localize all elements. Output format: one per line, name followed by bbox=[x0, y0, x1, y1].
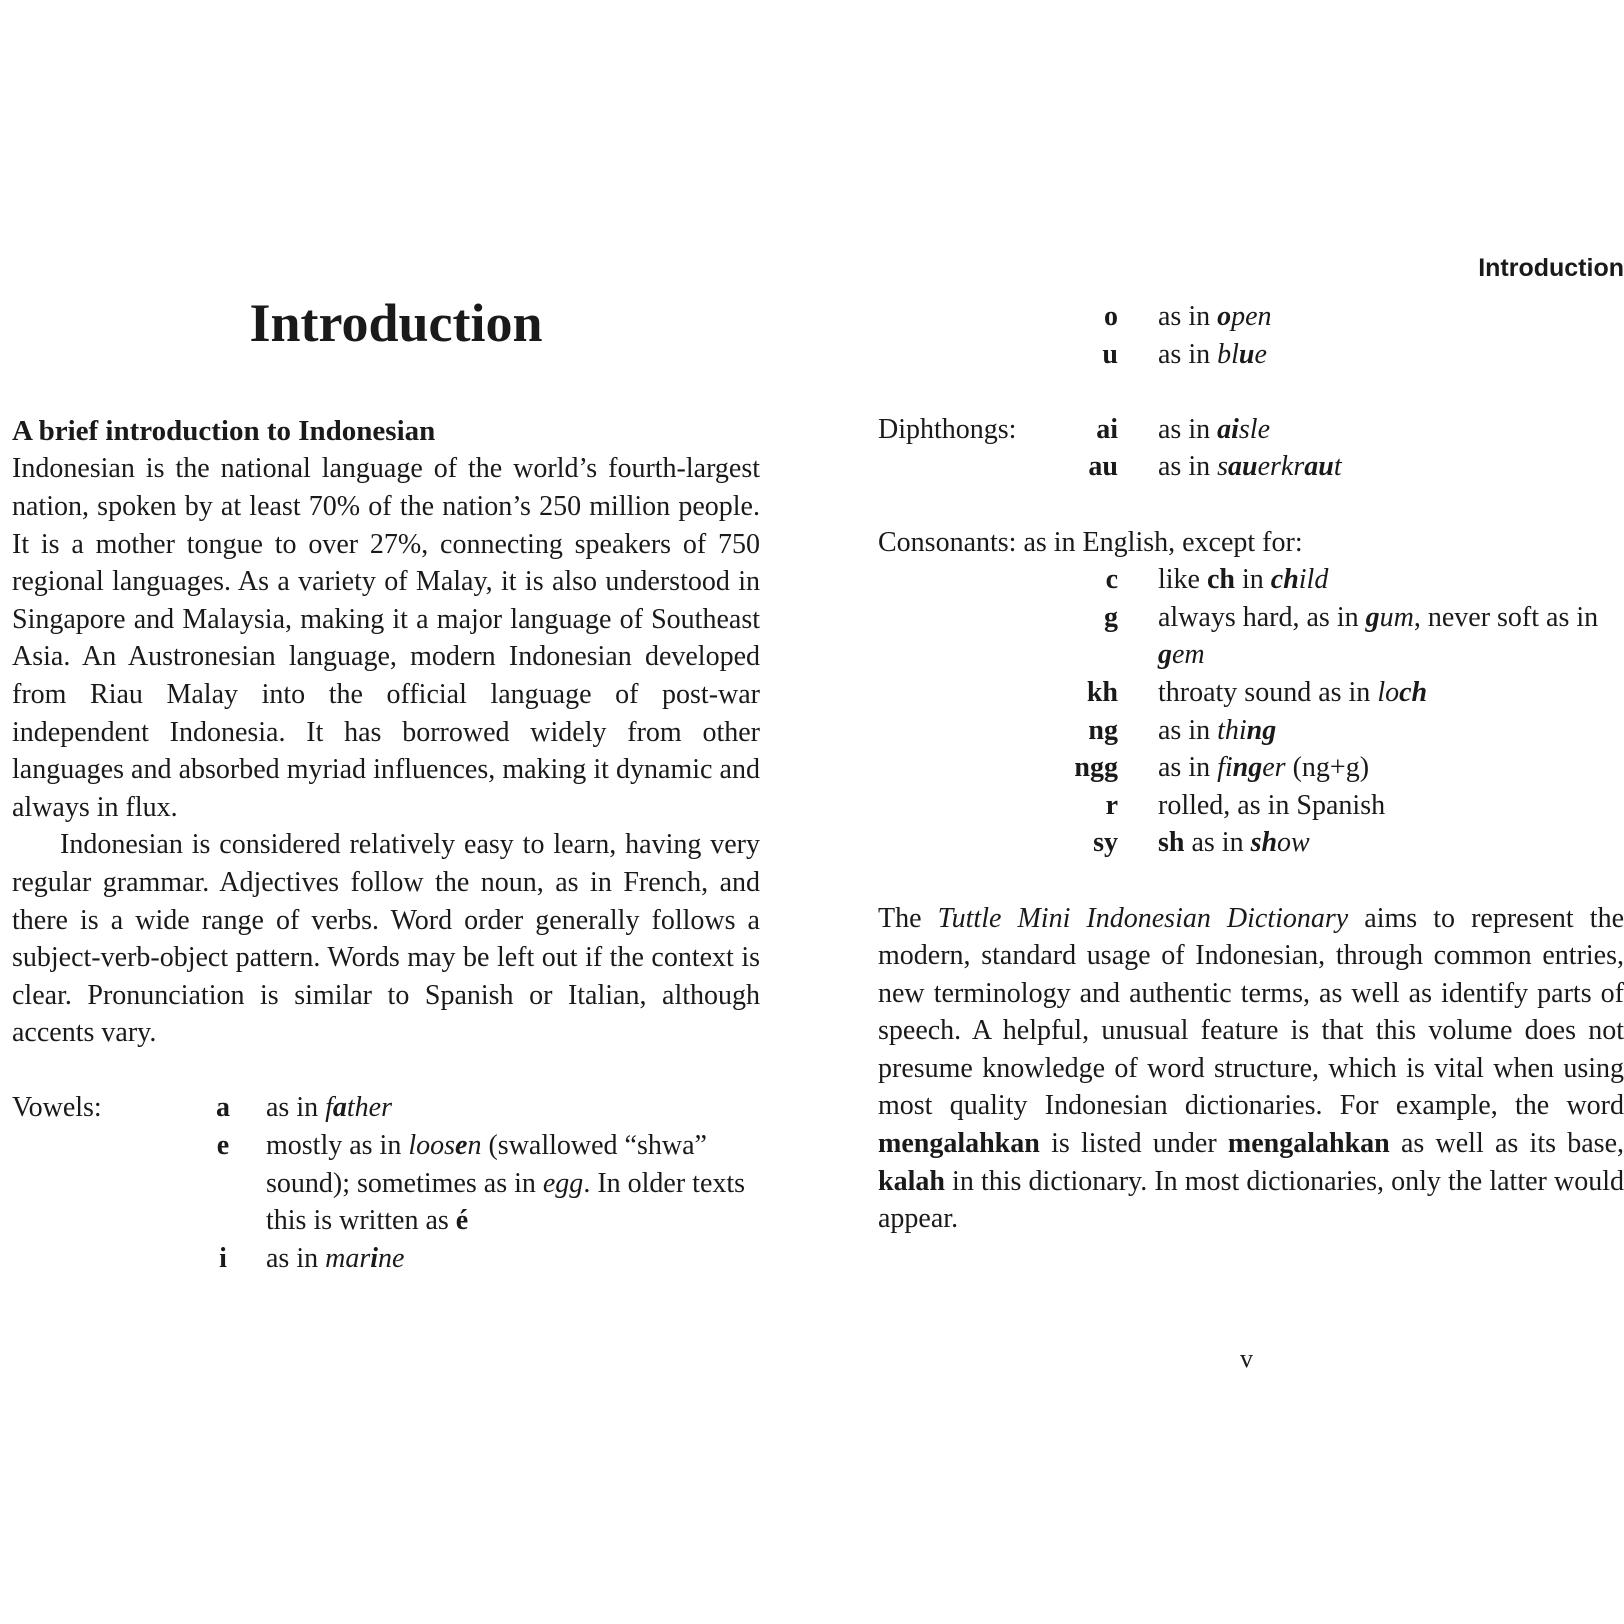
text-run: mengalahkan bbox=[1227, 1128, 1390, 1160]
diphthong-row bbox=[878, 411, 1624, 449]
text-run: ch bbox=[1399, 676, 1428, 708]
vowel-row bbox=[12, 1089, 760, 1127]
vowel-letter: u bbox=[1102, 338, 1118, 370]
vowel-label bbox=[878, 298, 1038, 336]
text-run: ther bbox=[346, 1092, 392, 1124]
text-run: mar bbox=[325, 1242, 371, 1274]
text-run: u bbox=[1238, 338, 1255, 370]
consonant-letter: sy bbox=[1093, 827, 1118, 859]
consonant-label bbox=[878, 712, 1038, 750]
consonant-label bbox=[878, 674, 1038, 712]
consonant-row bbox=[878, 824, 1624, 862]
text-run: sle bbox=[1238, 413, 1270, 445]
consonant-letter: kh bbox=[1086, 676, 1118, 708]
text-run: sh bbox=[1158, 827, 1185, 859]
consonant-label bbox=[878, 787, 1038, 825]
vowel-description bbox=[266, 1127, 760, 1240]
text-run: fi bbox=[1217, 752, 1233, 784]
diphthong-letter: ai bbox=[1096, 413, 1118, 445]
text-run: ch bbox=[1270, 564, 1299, 596]
consonant-label bbox=[878, 561, 1038, 599]
text-run: ow bbox=[1277, 827, 1310, 859]
vowel-label bbox=[12, 1240, 202, 1278]
text-run: always hard, as in bbox=[1158, 601, 1366, 633]
text-run: thi bbox=[1217, 714, 1247, 746]
text-run: ch bbox=[1207, 564, 1235, 596]
text-run: e bbox=[1254, 338, 1267, 370]
text-run: a bbox=[332, 1092, 347, 1124]
vowel-label bbox=[878, 336, 1038, 374]
consonant-row bbox=[878, 749, 1624, 787]
text-run: i bbox=[370, 1242, 379, 1274]
diphthong-letter: au bbox=[1088, 451, 1118, 483]
text-run: is listed under bbox=[1039, 1128, 1228, 1160]
page-number: v bbox=[1240, 1344, 1253, 1373]
text-run: e bbox=[455, 1130, 468, 1162]
intro-paragraph-1: Indonesian is the national language of the world’s fourth-largest nation, spoken by at least 70% of the nation’s 250 million people. It is a mother tongue to over 27%, connecting speakers of 750 regional languages. As a variety of Malay, it is also understood in Singapore and Malaysia, making it a major language of Southeast Asia. An Austronesian language, modern Indonesian developed from Riau Malay into the official language of post-war independent Indonesia. It has borrowed widely from other languages and absorbed myriad influences, making it dynamic and always in flux. bbox=[12, 453, 760, 823]
intro-paragraph-2: Indonesian is considered relatively easy to learn, having very regular grammar. Adjectives follow the noun, as in French, and there is a wide range of verbs. Word order generally follows a subject-verb-object pattern. Words may be left out if the context is clear. Pronunciation is similar to Spanish or Italian, although accents vary. bbox=[12, 829, 760, 1049]
text-run: mengalahkan bbox=[878, 1128, 1040, 1160]
dictionary-description-paragraph bbox=[878, 900, 1624, 1238]
consonant-row bbox=[878, 712, 1624, 750]
text-run: (ng+g) bbox=[1285, 752, 1370, 784]
diphthong-label bbox=[878, 448, 1038, 486]
section-heading: A brief introduction to Indonesian bbox=[12, 415, 436, 448]
text-run: erkr bbox=[1257, 451, 1305, 483]
vowel-row bbox=[878, 298, 1624, 336]
text-run: pen bbox=[1231, 301, 1272, 332]
consonant-description bbox=[1158, 599, 1624, 674]
vowel-letter: o bbox=[1104, 301, 1118, 332]
text-run: au bbox=[1304, 451, 1334, 483]
text-run: f bbox=[325, 1092, 333, 1124]
vowel-description bbox=[1158, 298, 1624, 336]
text-run: as in bbox=[1158, 714, 1218, 746]
vowel-letter: e bbox=[216, 1130, 230, 1162]
text-run: egg bbox=[542, 1167, 584, 1199]
text-run: ne bbox=[378, 1242, 405, 1274]
text-run: as in bbox=[1158, 301, 1218, 332]
vowel-description bbox=[266, 1240, 760, 1278]
text-run: Tuttle Mini Indonesian Dictionary bbox=[937, 902, 1349, 934]
consonant-row bbox=[878, 787, 1624, 825]
vowel-letter: a bbox=[216, 1092, 230, 1124]
consonant-letter: g bbox=[1104, 601, 1118, 633]
text-run: as in bbox=[1184, 827, 1251, 859]
diphthong-label: Diphthongs: bbox=[878, 413, 1017, 445]
text-run: throaty sound as in bbox=[1158, 676, 1378, 708]
text-run: in this dictionary. In most dictionaries, only the latter would appear. bbox=[878, 1165, 1624, 1235]
vowel-label: Vowels: bbox=[12, 1092, 102, 1124]
diphthong-description bbox=[1158, 448, 1624, 486]
vowel-row bbox=[878, 336, 1624, 374]
text-run: ng bbox=[1246, 714, 1277, 746]
consonant-description bbox=[1158, 712, 1624, 750]
text-run: o bbox=[1217, 301, 1232, 332]
consonants-table bbox=[878, 561, 1624, 862]
text-run: as in bbox=[1158, 338, 1218, 370]
text-run: loos bbox=[408, 1130, 456, 1162]
text-run: em bbox=[1172, 639, 1205, 671]
text-run: rolled, as in Spanish bbox=[1158, 789, 1386, 821]
right-page bbox=[878, 248, 1624, 1238]
text-run: as in bbox=[1158, 413, 1218, 445]
consonant-letter: ngg bbox=[1074, 752, 1118, 784]
consonant-row bbox=[878, 674, 1624, 712]
running-header: Introduction bbox=[1478, 254, 1624, 282]
vowel-description bbox=[1158, 336, 1624, 374]
text-run: g bbox=[1365, 601, 1380, 633]
text-run: ng bbox=[1232, 752, 1263, 784]
consonant-description bbox=[1158, 824, 1624, 862]
consonant-description bbox=[1158, 561, 1624, 599]
text-run: . In older texts this is written as bbox=[266, 1167, 746, 1237]
text-run: as in bbox=[266, 1242, 326, 1274]
left-page bbox=[12, 280, 760, 1277]
consonant-label bbox=[878, 749, 1038, 787]
consonant-letter: r bbox=[1105, 789, 1118, 821]
text-run: é bbox=[455, 1205, 469, 1237]
text-run: like bbox=[1158, 564, 1207, 596]
consonant-label bbox=[878, 599, 1038, 674]
text-run: s bbox=[1217, 451, 1229, 483]
text-run: sh bbox=[1250, 827, 1278, 859]
consonant-label bbox=[878, 824, 1038, 862]
vowels-table bbox=[12, 1089, 760, 1277]
text-run: au bbox=[1228, 451, 1258, 483]
text-run: ild bbox=[1298, 564, 1329, 596]
text-run: as in bbox=[266, 1092, 326, 1124]
consonant-description bbox=[1158, 787, 1624, 825]
text-run: kalah bbox=[878, 1165, 945, 1197]
text-run: n bbox=[467, 1130, 482, 1162]
text-run: , never soft as in bbox=[1413, 601, 1599, 633]
text-run: as well as its base, bbox=[1389, 1128, 1624, 1160]
text-run: (swallowed “shwa” sound); sometimes as in bbox=[266, 1130, 707, 1199]
consonant-description bbox=[1158, 749, 1624, 787]
text-run: er bbox=[1262, 752, 1286, 784]
consonant-description bbox=[1158, 674, 1624, 712]
text-run: bl bbox=[1217, 338, 1239, 370]
text-run: as in bbox=[1158, 752, 1218, 784]
vowel-label bbox=[12, 1127, 202, 1240]
vowel-description bbox=[266, 1089, 760, 1127]
vowel-row bbox=[12, 1240, 760, 1278]
text-run: aims to represent the modern, standard usage of Indonesian, through common entries, new terminology and authentic terms, as well as identify parts of speech. A helpful, unusual feature is that this volume does not presume knowledge of word structure, which is vital when using most quality Indonesian dictionaries. For example, the word bbox=[878, 902, 1624, 1122]
consonants-intro: Consonants: as in English, except for: bbox=[878, 526, 1303, 558]
diphthong-row bbox=[878, 448, 1624, 486]
text-run: The bbox=[878, 902, 938, 934]
text-run: g bbox=[1158, 639, 1172, 671]
text-run: t bbox=[1333, 451, 1342, 483]
text-run: ai bbox=[1217, 413, 1239, 445]
diphthong-description bbox=[1158, 411, 1624, 449]
pronunciation-table bbox=[878, 298, 1624, 524]
consonant-row bbox=[878, 561, 1624, 599]
text-run: mostly as in bbox=[266, 1130, 409, 1162]
consonant-row bbox=[878, 599, 1624, 674]
text-run: in bbox=[1235, 564, 1271, 596]
text-run: as in bbox=[1158, 451, 1218, 483]
consonant-letter: ng bbox=[1088, 714, 1118, 746]
consonant-letter: c bbox=[1105, 564, 1118, 596]
text-run: um bbox=[1379, 601, 1414, 633]
chapter-title: Introduction bbox=[249, 293, 543, 353]
vowel-letter: i bbox=[219, 1242, 227, 1274]
text-run: lo bbox=[1377, 676, 1400, 708]
vowel-row bbox=[12, 1127, 760, 1240]
